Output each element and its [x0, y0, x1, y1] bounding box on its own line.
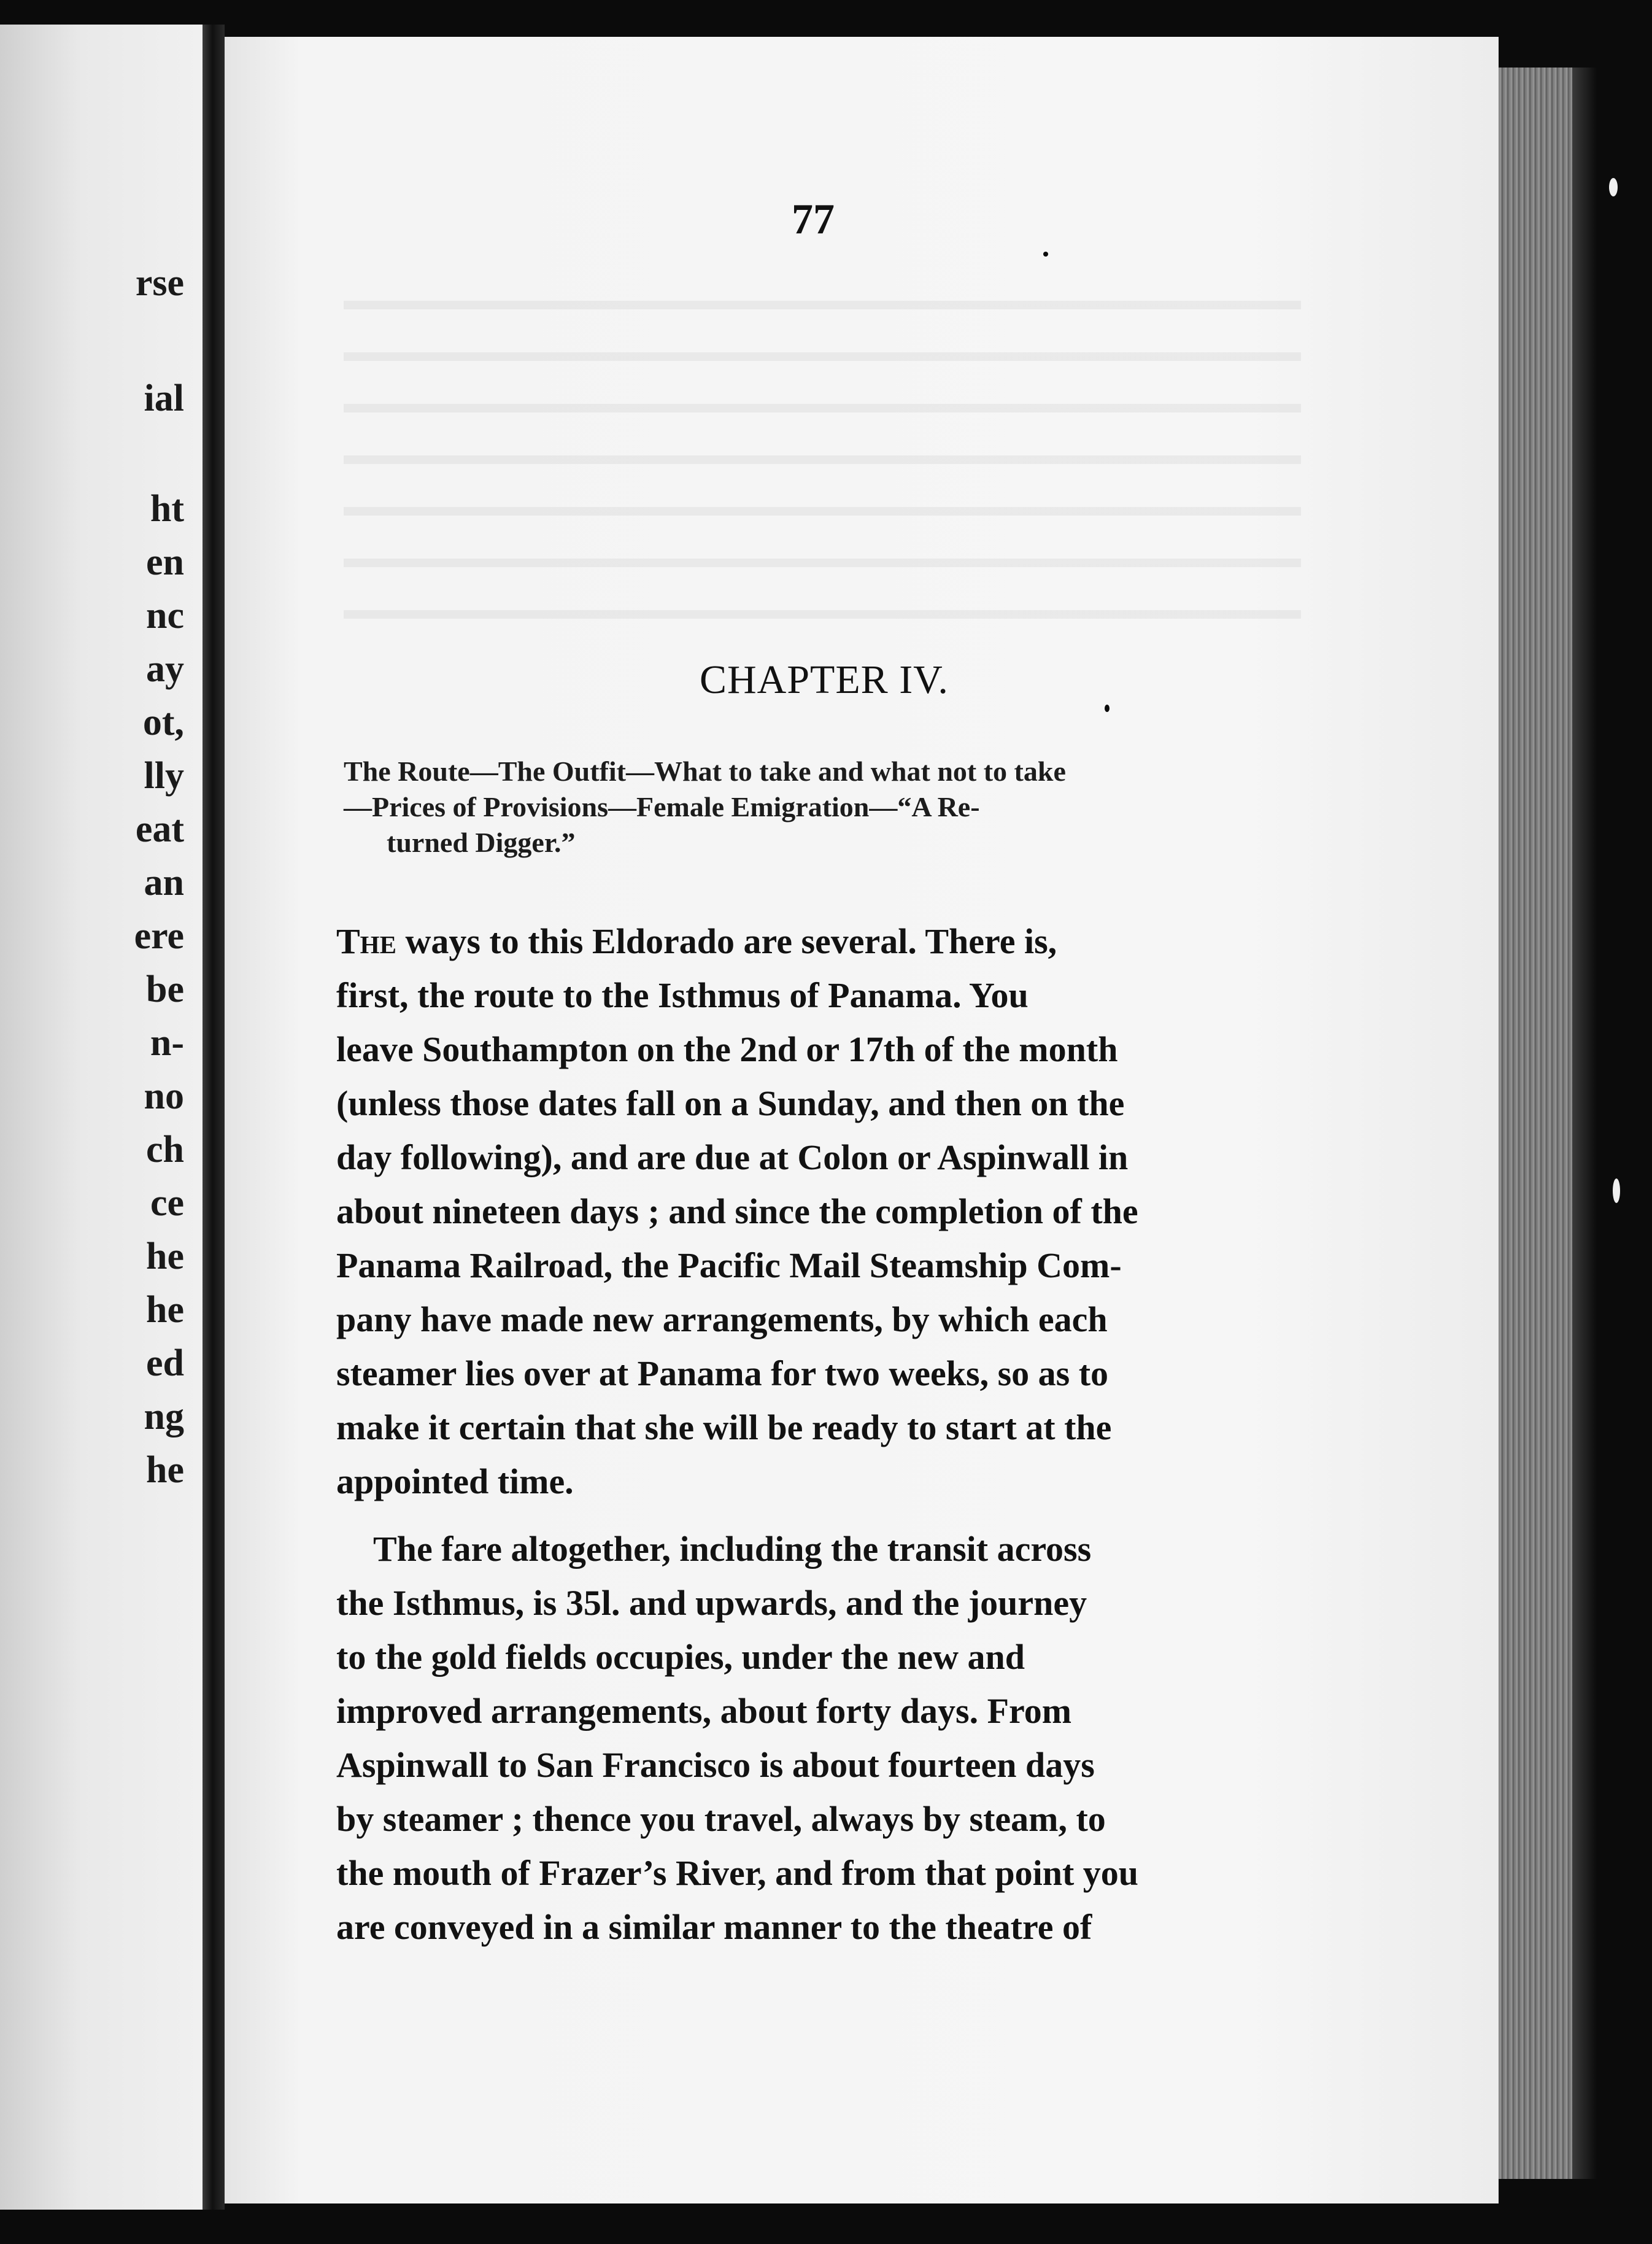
bleed-through-text — [344, 258, 1301, 638]
facing-page-fragment-text: lly — [144, 755, 184, 797]
facing-page-fragment-text: ay — [146, 648, 184, 690]
body-line: first, the route to the Isthmus of Panama. You — [336, 975, 1029, 1015]
body-line-text: ways to this Eldorado are several. There is, — [396, 921, 1057, 961]
facing-page-fragment-text: he — [146, 1236, 184, 1277]
facing-page-fragment-text: ht — [150, 488, 184, 530]
facing-page-fragment-text: be — [146, 969, 184, 1010]
facing-page-fragment-text: he — [146, 1289, 184, 1331]
facing-page-fragment-text: nc — [146, 595, 184, 636]
facing-page-fragment-text: ch — [146, 1129, 184, 1170]
facing-page-fragment-text: an — [144, 862, 184, 903]
body-line: appointed time. — [336, 1461, 574, 1501]
scan-artifact — [1609, 178, 1618, 196]
body-line: the mouth of Frazer’s River, and from that point you — [336, 1853, 1139, 1893]
facing-page-fragment-text: ce — [150, 1182, 184, 1224]
body-line: Panama Railroad, the Pacific Mail Steamship Com- — [336, 1245, 1122, 1285]
body-line: to the gold fields occupies, under the new and — [336, 1637, 1025, 1677]
body-line: make it certain that she will be ready to start at the — [336, 1407, 1112, 1447]
facing-page-fragment-text: no — [144, 1075, 184, 1117]
body-line: (unless those dates fall on a Sunday, and then on the — [336, 1083, 1125, 1123]
body-line: the Isthmus, is 35l. and upwards, and the journey — [336, 1583, 1087, 1623]
ink-speck — [1043, 252, 1048, 257]
body-line: Aspinwall to San Francisco is about fourteen days — [336, 1745, 1095, 1785]
facing-page-fragment-text: ng — [144, 1396, 184, 1437]
body-line: by steamer ; thence you travel, always by steam, to — [336, 1799, 1106, 1839]
body-text — [336, 915, 1294, 1954]
book-gutter — [203, 25, 225, 2210]
facing-page-fragment-text: eat — [135, 808, 184, 850]
chapter-title: CHAPTER IV. — [700, 657, 949, 702]
chapter-synopsis — [344, 754, 1301, 861]
body-line: about nineteen days ; and since the completion of the — [336, 1191, 1138, 1231]
facing-page-fragment-text: ot, — [142, 702, 184, 743]
facing-page-fragment-text: en — [146, 541, 184, 583]
body-line: pany have made new arrangements, by which each — [336, 1299, 1108, 1339]
body-line: improved arrangements, about forty days. From — [336, 1691, 1072, 1731]
facing-page-fragment-text: ed — [146, 1342, 184, 1384]
drop-word: The — [336, 921, 396, 961]
scan-artifact — [1613, 1178, 1620, 1203]
body-line: The fare altogether, including the transit across — [373, 1529, 1092, 1569]
body-line: leave Southampton on the 2nd or 17th of the month — [336, 1029, 1118, 1069]
body-line: steamer lies over at Panama for two weeks, so as to — [336, 1353, 1109, 1393]
ink-speck — [1105, 705, 1110, 712]
page-edge-stack — [1499, 68, 1572, 2179]
body-line: are conveyed in a similar manner to the theatre of — [336, 1907, 1092, 1947]
facing-page-fragment — [0, 25, 203, 2210]
facing-page-fragment-text: ial — [144, 377, 184, 419]
body-line: day following), and are due at Colon or Aspinwall in — [336, 1137, 1129, 1177]
body-line — [336, 915, 1294, 969]
synopsis-line: The Route—The Outfit—What to take and what not to take — [344, 756, 1066, 787]
facing-page-fragment-text: n- — [150, 1022, 184, 1064]
synopsis-line: —Prices of Provisions—Female Emigration—“A Re- — [344, 791, 980, 822]
facing-page-fragment-text: ere — [134, 915, 184, 957]
page-edge-shadow — [1572, 68, 1597, 2179]
facing-page-fragment-text: rse — [135, 262, 184, 304]
synopsis-line: turned Digger.” — [387, 827, 576, 858]
page-number: 77 — [792, 196, 835, 243]
facing-page-fragment-text: he — [146, 1449, 184, 1491]
